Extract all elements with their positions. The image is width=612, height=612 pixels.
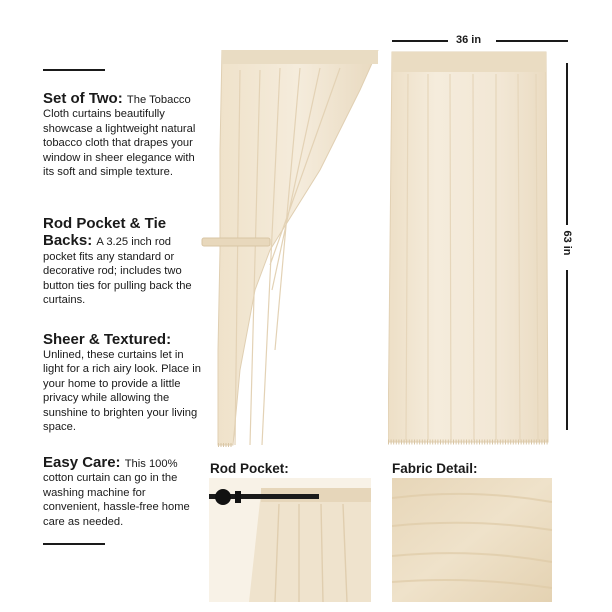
feature-heading: Rod Pocket & Tie Backs:	[43, 215, 167, 250]
curtain-panel-tied	[200, 50, 380, 450]
feature-rod-pocket	[43, 215, 203, 307]
feature-easy-care	[43, 454, 203, 529]
feature-text: The Tobacco Cloth curtains beautifully showcase a lightweight natural tobacco cloth that drapes your window in sheer elegance with its soft and simple texture.	[43, 94, 196, 179]
height-line-bottom	[566, 270, 568, 430]
curtain-panel-straight	[388, 50, 550, 450]
rod-pocket-label: Rod Pocket:	[210, 461, 289, 476]
feature-set-of-two	[43, 90, 203, 179]
fabric-detail-label: Fabric Detail:	[392, 461, 478, 476]
feature-heading: Set of Two:	[43, 90, 127, 107]
rod-pocket-image	[209, 478, 371, 602]
feature-text: A 3.25 inch rod pocket fits any standard or decorative rod; includes two button ties for pulling back the curtains.	[43, 236, 192, 307]
height-line-top	[566, 63, 568, 225]
width-label: 36 in	[456, 34, 482, 46]
feature-heading: Easy Care:	[43, 454, 125, 471]
height-label: 63 in	[561, 230, 573, 256]
rod-pocket-photo	[209, 478, 371, 602]
feature-sheer	[43, 331, 203, 434]
feature-text: Unlined, these curtains let in light for a rich airy look. Place in your home to provide a little privacy while allowing the sunshine to brighten your living space.	[43, 349, 201, 434]
feature-heading: Sheer & Textured:	[43, 331, 172, 348]
fabric-texture-image	[392, 478, 552, 602]
top-divider	[43, 69, 105, 71]
bottom-divider	[43, 543, 105, 545]
width-line-left	[392, 40, 448, 42]
feature-text: This 100% cotton curtain can go in the washing machine for convenient, hassle-free home care as needed.	[43, 458, 190, 528]
fabric-detail-photo	[392, 478, 552, 602]
width-line-right	[496, 40, 568, 42]
